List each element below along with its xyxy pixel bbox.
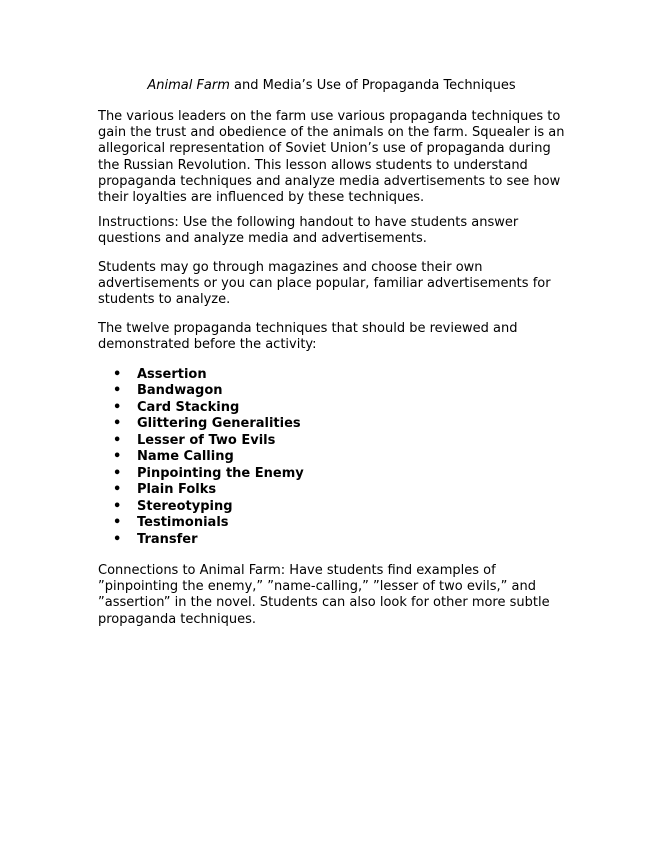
technique-item-assertion [98,367,304,383]
bullet-icon: • [113,416,122,432]
technique-item-glittering-generalities [98,416,304,432]
techniques-intro-line: The twelve propaganda techniques that should be reviewed and [98,321,518,336]
students-paragraph [98,260,578,309]
technique-label: Pinpointing the Enemy [137,465,304,481]
technique-item-lesser-of-two-evils [98,433,304,449]
title-rest: and Media’s Use of Propaganda Techniques [229,78,516,93]
bullet-icon: • [113,449,122,465]
intro-line: gain the trust and obedience of the animals on the farm. Squealer is an [98,125,565,141]
bullet-icon: • [113,399,122,415]
bullet-icon: • [113,515,122,531]
intro-line: allegorical representation of Soviet Union’s use of propaganda during [98,141,551,157]
technique-item-stereotyping [98,499,304,515]
bullet-icon: • [113,465,122,481]
technique-item-pinpointing-the-enemy [98,466,304,482]
technique-label: Card Stacking [137,399,240,415]
connections-line: ”pinpointing the enemy,” ”name-calling,” ”lesser of two evils,” and [98,579,537,595]
technique-label: Assertion [137,367,207,382]
techniques-list [98,367,304,548]
technique-label: Transfer [137,531,198,547]
bullet-icon: • [113,531,122,547]
intro-line: the Russian Revolution. This lesson allows students to understand [98,157,528,173]
technique-item-testimonials [98,515,304,531]
technique-label: Glittering Generalities [137,416,301,432]
instructions-paragraph [98,215,578,247]
technique-label: Plain Folks [137,482,217,498]
instructions-line: questions and analyze media and advertisements. [98,231,427,247]
intro-line: The various leaders on the farm use various propaganda techniques to [98,109,561,124]
technique-item-bandwagon [98,383,304,399]
technique-item-plain-folks [98,482,304,498]
bullet-icon: • [113,432,122,448]
students-line: Students may go through magazines and choose their own [98,260,483,275]
intro-line: their loyalties are influenced by these techniques. [98,190,425,206]
techniques-intro-paragraph [98,321,578,353]
bullet-icon: • [113,383,122,399]
technique-item-card-stacking [98,400,304,416]
technique-item-name-calling [98,449,304,465]
bullet-icon: • [113,498,122,514]
instructions-line: Instructions: Use the following handout to have students answer [98,215,519,230]
technique-label: Testimonials [137,515,229,531]
technique-label: Bandwagon [137,383,223,399]
technique-label: Lesser of Two Evils [137,432,276,448]
title-book-name: Animal Farm [147,78,230,93]
connections-paragraph [98,563,578,628]
intro-line: propaganda techniques and analyze media advertisements to see how [98,173,561,189]
techniques-intro-line: demonstrated before the activity: [98,337,317,353]
students-line: students to analyze. [98,292,231,308]
bullet-icon: • [113,367,122,382]
connections-line: Connections to Animal Farm: Have students find examples of [98,563,496,578]
connections-line: propaganda techniques. [98,611,257,627]
connections-line: ”assertion” in the novel. Students can also look for other more subtle [98,595,550,611]
technique-label: Stereotyping [137,498,233,514]
document-title [0,78,663,94]
technique-item-transfer [98,532,304,548]
students-line: advertisements or you can place popular, familiar advertisements for [98,276,551,292]
technique-label: Name Calling [137,449,234,465]
bullet-icon: • [113,482,122,498]
intro-paragraph [98,109,578,206]
